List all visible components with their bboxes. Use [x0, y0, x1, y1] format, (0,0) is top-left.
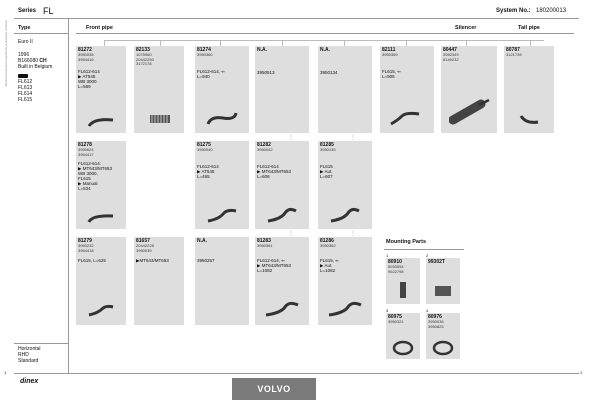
page-marker-right: 1 — [580, 370, 583, 375]
long-pipe-icon — [326, 301, 364, 319]
part-card[interactable] — [195, 141, 249, 229]
oe-number: 3950513 — [257, 70, 275, 75]
flex-hose-icon — [148, 112, 172, 126]
part-card[interactable] — [380, 46, 434, 133]
part-card[interactable] — [76, 237, 126, 325]
oe-numbers: 3952349 8149232 — [443, 52, 459, 62]
part-description: FL612-614, ⇐ L=940 — [197, 69, 226, 79]
part-description: FL615 ▶ Aut. L=607 — [320, 164, 333, 179]
series-label: Series — [18, 8, 37, 14]
type-rule — [14, 33, 68, 34]
oe-numbers: 3950036 3950825 — [428, 319, 444, 329]
part-number: N.A. — [320, 47, 330, 53]
header-rule — [14, 18, 579, 19]
part-card[interactable] — [441, 46, 497, 133]
mounting-card[interactable] — [426, 258, 460, 304]
built-in: Built in Belgium — [18, 64, 53, 70]
drive-side: RHD — [18, 352, 29, 358]
long-pipe-icon — [263, 301, 301, 319]
part-card[interactable] — [134, 237, 184, 325]
orientation: Horizontal — [18, 346, 41, 352]
type-label: Type — [18, 25, 31, 31]
part-number: 81274 — [197, 47, 211, 53]
tail-pipe-icon — [518, 112, 542, 126]
dinex-logo: dinex — [20, 378, 39, 385]
part-description: FL612-614 ▶ AT545 WB 3000 L=569 — [78, 69, 100, 89]
ch-icon: CH — [39, 58, 47, 64]
sections-rule — [76, 33, 574, 34]
part-number: 80447 — [443, 47, 457, 53]
ref-number: B166080 CH — [18, 58, 47, 64]
bent-pipe-icon — [205, 110, 239, 128]
part-number: 81657 — [136, 238, 150, 244]
part-card[interactable] — [255, 46, 309, 133]
system-label: System No.: — [496, 8, 531, 14]
emission: Euro II — [18, 39, 33, 45]
silencer-header: Silencer — [455, 25, 477, 31]
oe-numbers: 3950321 — [388, 319, 404, 324]
part-number: N.A. — [197, 238, 207, 244]
left-column-divider — [68, 18, 69, 373]
vertical-note: Manufactured and supplied by a licensee of Dinex — [4, 20, 8, 87]
oe-numbers: 3950042 — [257, 147, 273, 152]
oe-numbers: 3950038 3954416 — [78, 52, 94, 62]
footer-rule — [14, 373, 579, 374]
series-value: FL — [43, 6, 54, 16]
oe-numbers: 20442228 3950039 — [136, 243, 154, 253]
mounting-card[interactable] — [386, 313, 420, 359]
oe-numbers: 3950362 — [320, 243, 336, 248]
bent-pipe-icon — [86, 211, 116, 225]
oe-numbers: 3950624 3954417 — [78, 147, 94, 157]
part-card[interactable] — [318, 46, 372, 133]
front-pipe-header: Front pipe — [86, 25, 113, 31]
part-number: 80910 — [388, 259, 402, 265]
truck-icon — [18, 74, 28, 78]
mounting-card[interactable] — [426, 313, 460, 359]
part-number: 81282 — [257, 142, 271, 148]
part-card[interactable] — [255, 237, 309, 325]
part-card[interactable] — [255, 141, 309, 229]
page-marker-left: 1 — [4, 370, 7, 375]
part-description: FL612-614, ⇐ ▶ MT643/MT653 L=1082 — [257, 258, 291, 273]
system-value: 180200013 — [536, 8, 567, 14]
mounting-rule — [384, 249, 464, 250]
part-card[interactable] — [318, 237, 372, 325]
year: 1996 — [18, 52, 30, 58]
tail-pipe-header: Tail pipe — [518, 25, 540, 31]
oe-numbers: 3950040 — [197, 147, 213, 152]
ring-clamp-icon — [391, 337, 415, 357]
part-card[interactable] — [76, 141, 126, 229]
model-3: FL614 — [18, 91, 33, 97]
clamp-icon — [433, 282, 453, 300]
oe-number: 3950257 — [197, 258, 215, 263]
part-card[interactable] — [318, 141, 372, 229]
mount-index: 3 — [386, 308, 389, 313]
oe-numbers: 3950359 — [382, 52, 398, 57]
silencer-icon — [449, 96, 491, 126]
part-card[interactable] — [76, 46, 126, 133]
oe-numbers: 3950360 — [197, 52, 213, 57]
oe-numbers: 3950361 — [257, 243, 273, 248]
part-number: 81272 — [78, 47, 92, 53]
part-description: ▶MT643/MT653 — [136, 258, 169, 263]
bent-pipe-icon — [328, 207, 362, 225]
bent-pipe-icon — [265, 207, 299, 225]
model-4: FL615 — [18, 97, 33, 103]
make-label: VOLVO — [232, 378, 316, 400]
mount-index: 1 — [386, 253, 389, 258]
part-number: 82111 — [382, 47, 396, 53]
part-card[interactable] — [504, 46, 554, 133]
part-description: FL615, L=625 — [78, 258, 106, 263]
part-number: 81275 — [197, 142, 211, 148]
bent-pipe-icon — [86, 116, 116, 130]
part-number: 81278 — [78, 142, 92, 148]
part-description: FL612-614: ▶ MT643/MT653 WB 3000, FL615 ▶ Manual L=534 — [78, 161, 112, 191]
oe-numbers: 3121739 — [506, 52, 522, 57]
part-number: 81279 — [78, 238, 92, 244]
oe-numbers: 3950135 — [320, 147, 336, 152]
connector-dots: ⋮ — [350, 231, 356, 237]
connector-dots: ⋮ — [350, 135, 356, 141]
footer-rule — [14, 343, 68, 344]
part-card[interactable] — [134, 46, 184, 133]
connector-dots: ⋮ — [288, 135, 294, 141]
model-1: FL612 — [18, 79, 33, 85]
part-card[interactable] — [195, 46, 249, 133]
part-number: 81283 — [257, 238, 271, 244]
bent-pipe-icon — [205, 207, 239, 225]
part-number: 80975 — [388, 314, 402, 320]
part-number: 81286 — [320, 238, 334, 244]
oe-number: 3950134 — [320, 70, 338, 75]
ring-clamp-icon — [431, 337, 455, 357]
variant: Standard — [18, 358, 39, 364]
oe-numbers: 3950232 3954418 — [78, 243, 94, 253]
part-number: 80787 — [506, 47, 520, 53]
part-description: FL615, ⇐ ▶ Aut. L=1082 — [320, 258, 340, 273]
part-description: FL615, ⇐ L=906 — [382, 69, 402, 79]
part-number: 99302T — [428, 259, 445, 265]
connector-dots: ⋮ — [288, 231, 294, 237]
part-number: 82133 — [136, 47, 150, 53]
mount-index: 4 — [426, 308, 429, 313]
bent-pipe-icon — [86, 303, 116, 319]
mount-index: 2 — [426, 253, 429, 258]
part-description: FL612-614 ▶ AT545 L=465 — [197, 164, 219, 179]
connector-top — [104, 40, 544, 41]
model-2: FL613 — [18, 85, 33, 91]
oe-numbers: 5033054 9522798 — [388, 264, 404, 274]
part-number: 80976 — [428, 314, 442, 320]
clamp-icon — [392, 280, 414, 300]
bent-pipe-icon — [388, 110, 422, 128]
part-card[interactable] — [195, 237, 249, 325]
mounting-parts-header: Mounting Parts — [386, 239, 427, 245]
part-description: FL612-614 ▶ MT643/MT653 L=606 — [257, 164, 291, 179]
part-number: N.A. — [257, 47, 267, 53]
mounting-card[interactable] — [386, 258, 420, 304]
part-number: 81285 — [320, 142, 334, 148]
oe-numbers: 1075960 20442250 3172178 — [136, 52, 154, 67]
